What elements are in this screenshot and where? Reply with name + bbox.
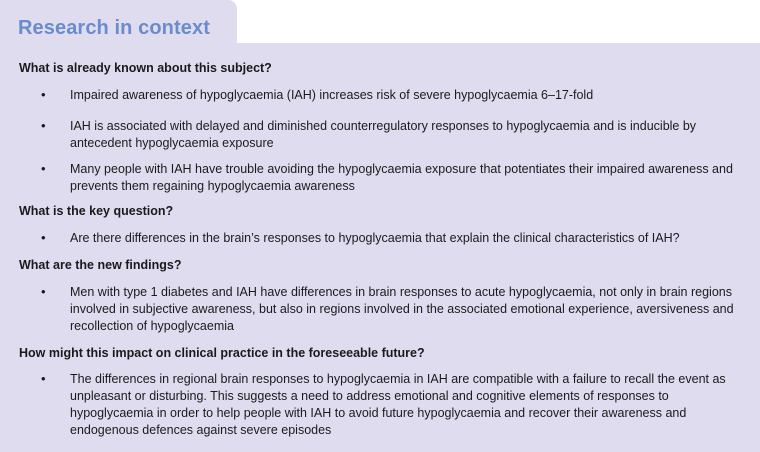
bullet-text: Are there differences in the brain’s responses to hypoglycaemia that explain the clinical characteristics of IAH? <box>70 231 680 245</box>
bullet-marker: • <box>41 118 46 133</box>
bullet-text: Many people with IAH have trouble avoiding the hypoglycaemia exposure that potentiates their impaired awareness and prevents them regaining hypoglycaemia awareness <box>70 162 733 193</box>
bullet-marker: • <box>41 230 46 245</box>
header-tab <box>0 0 237 44</box>
section-heading-known: What is already known about this subject? <box>19 61 272 75</box>
bullet-text: The differences in regional brain responses to hypoglycaemia in IAH are compatible with a failure to recall the event as unpleasant or disturbing. This suggests a need to address emotional and cognitive elements of responses to hypoglycaemia in order to help people with IAH to avoid future hypoglycaemia and recover their awareness and endogenous defences against severe episodes <box>70 372 726 437</box>
page-title: Research in context <box>18 17 210 39</box>
section-heading-key-question: What is the key question? <box>19 204 174 218</box>
bullet-marker: • <box>41 161 46 176</box>
bullet-text: Men with type 1 diabetes and IAH have differences in brain responses to acute hypoglycaemia, not only in brain regions involved in subjective awareness, but also in regions involved in the associated emotional experience, aversiveness and recollection of hypoglycaemia <box>70 285 734 333</box>
bullet-marker: • <box>41 284 46 299</box>
bullet-text: IAH is associated with delayed and diminished counterregulatory responses to hypoglycaemia and is inducible by antecedent hypoglycaemia exposure <box>70 119 697 150</box>
bullet-marker: • <box>41 371 46 386</box>
section-heading-clinical-impact: How might this impact on clinical practice in the foreseeable future? <box>19 346 425 360</box>
section-heading-new-findings: What are the new findings? <box>19 258 182 272</box>
bullet-marker: • <box>41 87 46 102</box>
bullet-text: Impaired awareness of hypoglycaemia (IAH) increases risk of severe hypoglycaemia 6–17-fold <box>70 88 594 102</box>
